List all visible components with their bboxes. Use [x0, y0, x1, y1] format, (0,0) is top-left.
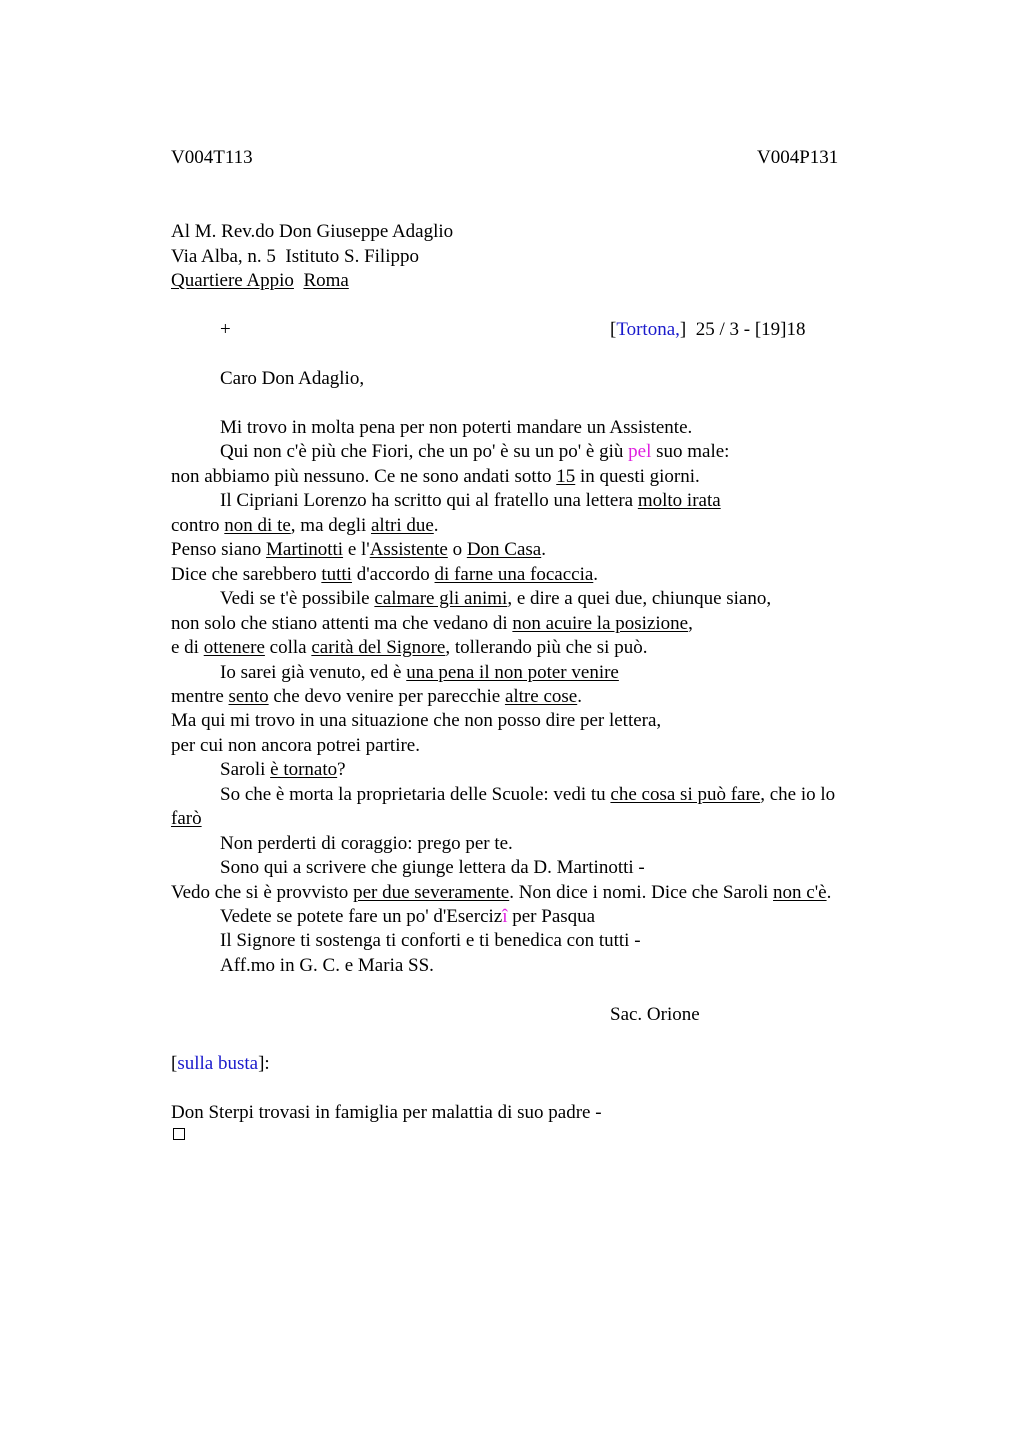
- body-line: non solo che stiano attenti ma che vedano di non acuire la posizione,: [171, 613, 693, 634]
- body-line: e di ottenere colla carità del Signore, tollerando più che si può.: [171, 637, 648, 658]
- closing-line: Aff.mo in G. C. e Maria SS.: [220, 955, 434, 976]
- dateline-date: 25 / 3 - [19]18: [686, 319, 806, 340]
- highlight-char: î: [502, 906, 508, 927]
- body-line: Mi trovo in molta pena per non poterti mandare un Assistente.: [220, 417, 693, 438]
- body-line: non abbiamo più nessuno. Ce ne sono andati sotto 15 in questi giorni.: [171, 466, 700, 487]
- address-line-3: [171, 269, 349, 294]
- body-line: Il Signore ti sostenga ti conforti e ti benedica con tutti -: [220, 930, 641, 951]
- body-line: Io sarei già venuto, ed è una pena il non poter venire: [220, 662, 619, 683]
- body-line: Il Cipriani Lorenzo ha scritto qui al fratello una lettera molto irata: [220, 490, 721, 511]
- dateline-open-bracket: [: [610, 319, 617, 340]
- body-line: Vedi se t'è possibile calmare gli animi, e dire a quei due, chiunque siano,: [220, 588, 772, 609]
- body-line: Qui non c'è più che Fiori, che un po' è su un po' è giù pel suo male:: [220, 441, 730, 462]
- body-line: per cui non ancora potrei partire.: [171, 735, 420, 756]
- dateline: [610, 318, 806, 343]
- body-line: So che è morta la proprietaria delle Scuole: vedi tu che cosa si può fare, che io lo: [220, 784, 836, 805]
- envelope-note: Don Sterpi trovasi in famiglia per malattia di suo padre -: [171, 1102, 602, 1123]
- body-line: Ma qui mi trovo in una situazione che non posso dire per lettera,: [171, 710, 662, 731]
- address-quarter: Quartiere Appio: [171, 270, 294, 291]
- envelope-heading: [sulla busta]:: [171, 1053, 270, 1074]
- body-line: contro non di te, ma degli altri due.: [171, 515, 439, 536]
- envelope-label: sulla busta: [177, 1053, 259, 1074]
- body-line: Saroli è tornato?: [220, 759, 346, 780]
- document-code-right: V004P131: [757, 147, 839, 168]
- body-line: Non perderti di coraggio: prego per te.: [220, 833, 513, 854]
- address-city: Roma: [303, 270, 349, 291]
- address-line-1: Al M. Rev.do Don Giuseppe Adaglio: [171, 221, 454, 242]
- highlight-word: pel: [628, 441, 652, 462]
- body-line: Vedo che si è provvisto per due severamente. Non dice i nomi. Dice che Saroli non c'è.: [171, 882, 832, 903]
- address-line-2: Via Alba, n. 5 Istituto S. Filippo: [171, 246, 419, 267]
- signature: Sac. Orione: [610, 1004, 700, 1025]
- dateline-close-bracket: ]: [679, 319, 687, 340]
- body-line: Vedete se potete fare un po' d'Esercizî per Pasqua: [220, 906, 596, 927]
- salutation: Caro Don Adaglio,: [220, 368, 365, 389]
- body-line: Sono qui a scrivere che giunge lettera da D. Martinotti -: [220, 857, 645, 878]
- cross-symbol: +: [220, 319, 231, 340]
- empty-box-icon: [173, 1128, 185, 1140]
- body-line: Penso siano Martinotti e l'Assistente o Don Casa.: [171, 539, 546, 560]
- document-code-left: V004T113: [171, 147, 253, 168]
- body-line: farò: [171, 808, 202, 829]
- body-line: Dice che sarebbero tutti d'accordo di farne una focaccia.: [171, 564, 599, 585]
- body-line: mentre sento che devo venire per parecchie altre cose.: [171, 686, 582, 707]
- dateline-place: Tortona,: [616, 319, 680, 340]
